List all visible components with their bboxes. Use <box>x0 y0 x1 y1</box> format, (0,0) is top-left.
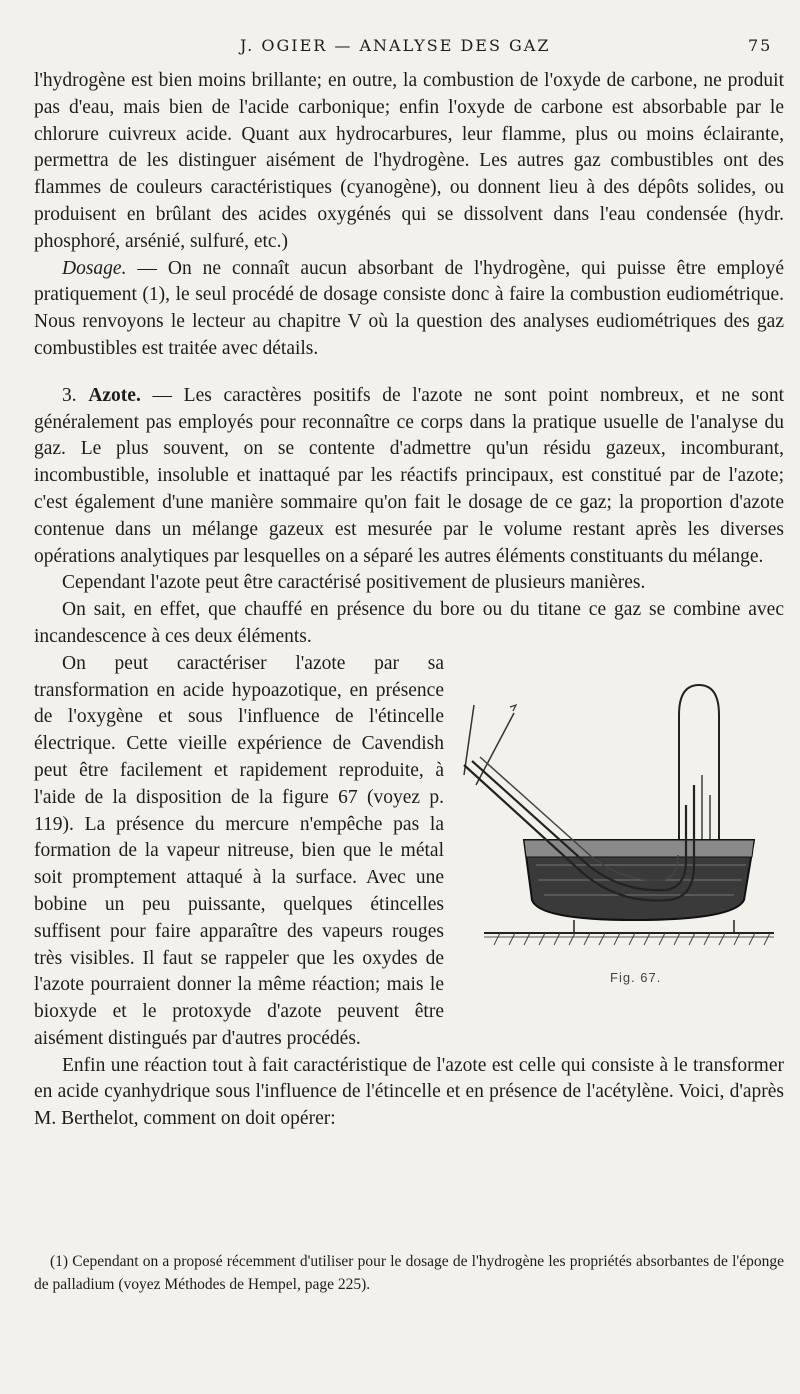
paragraph-dosage: Dosage. — On ne connaît aucun absorbant de l'hydrogène, qui puisse être employé pratiquement (1), le seul procédé de dosage consiste donc à faire la combustion eudiométrique. Nous renvoyons le lecteur au chapitre V où la question des analyses eudiométriques des gaz combustibles est traitée avec détails. <box>34 257 784 359</box>
footnote-text: (1) Cependant on a proposé récemment d'utiliser pour le dosage de l'hydrogène les propriétés absorbantes de l'éponge de palladium (voyez Méthodes de Hempel, page 225). <box>34 1253 784 1293</box>
paragraph-azote: 3. Azote. — Les caractères positifs de l'azote ne sont point nombreux, et ne sont généralement pas employés pour reconnaître ce corps dans la pratique usuelle de l'analyse du gaz. Le plus souvent, on se contente d'admettre qu'un résidu gazeux, incomburant, incombustible, insoluble et inattaqué par les réactifs principaux, est constitué par de l'azote; c'est également d'une manière sommaire qu'on fait le dosage de ce gaz; la proportion d'azote contenue dans un mélange gazeux est mesurée par le volume restant après les diverses opérations analytiques par lesquelles on a séparé les autres éléments constituants du mélange. <box>34 384 785 567</box>
body-text <box>34 68 784 1133</box>
paragraph-6: Fig. 67. On peut caractériser l'azote par sa transformation en acide hypoazotique, en présence de l'oxygène et sous l'influence de l'étincelle électrique. Cette vieille expérience de Cavendish peut être facilement et rapidement reproduite, à l'aide de la disposition de la figure 67 (voyez p. 119). La présence du mercure n'empêche pas la formation de la vapeur nitreuse, bien que le métal soit promptement attaqué à la surface. Avec une bobine un peu puissante, quelques étincelles suffisent pour faire apparaître des vapeurs rouges très visibles. Il faut se rappeler que les oxydes de l'azote pourraient donner la même réaction; mais le bioxyde et le protoxyde d'azote peuvent être aisément distingués par d'autres procédés. <box>34 651 784 1053</box>
figure-caption: Fig. 67. <box>610 969 662 985</box>
running-title: J. OGIER — ANALYSE DES GAZ <box>240 36 551 55</box>
paragraph-7: Enfin une réaction tout à fait caractéristique de l'azote est celle qui consiste à le transformer en acide cyanhydrique sous l'influence de l'étincelle et en présence de l'acétylène. Voici, d'après M. Berthelot, comment on doit opérer: <box>34 1054 784 1130</box>
cavendish-apparatus-illustration <box>454 665 784 975</box>
figure-67 <box>454 665 784 1037</box>
paragraph-4: Cependant l'azote peut être caractérisé positivement de plusieurs manières. <box>62 572 646 594</box>
paragraph-1: l'hydrogène est bien moins brillante; en outre, la combustion de l'oxyde de carbone, ne produit pas d'eau, mais bien de l'acide carbonique; enfin l'oxyde de carbone est absorbable par le chlorure cuivreux acide. Quant aux hydrocarbures, leur flamme, plus ou moins éclairante, permettra de les distinguer aisément de l'hydrogène. Les autres gaz combustibles ont des flammes de couleurs caractéristiques (cyanogène), ou donnent lieu à des dépôts solides, ou produisent en brûlant des acides oxygénés qui se dissolvent dans l'eau condensée (hydr. phosphoré, arsénié, sulfuré, etc.) <box>34 70 784 252</box>
footnote <box>34 1250 784 1296</box>
azote-heading: Azote. <box>88 384 141 406</box>
paragraph-5: On sait, en effet, que chauffé en présence du bore ou du titane ce gaz se combine avec incandescence à ces deux éléments. <box>34 599 784 647</box>
running-head <box>0 36 800 58</box>
dosage-label: Dosage. <box>62 257 127 279</box>
page-number: 75 <box>748 36 773 55</box>
